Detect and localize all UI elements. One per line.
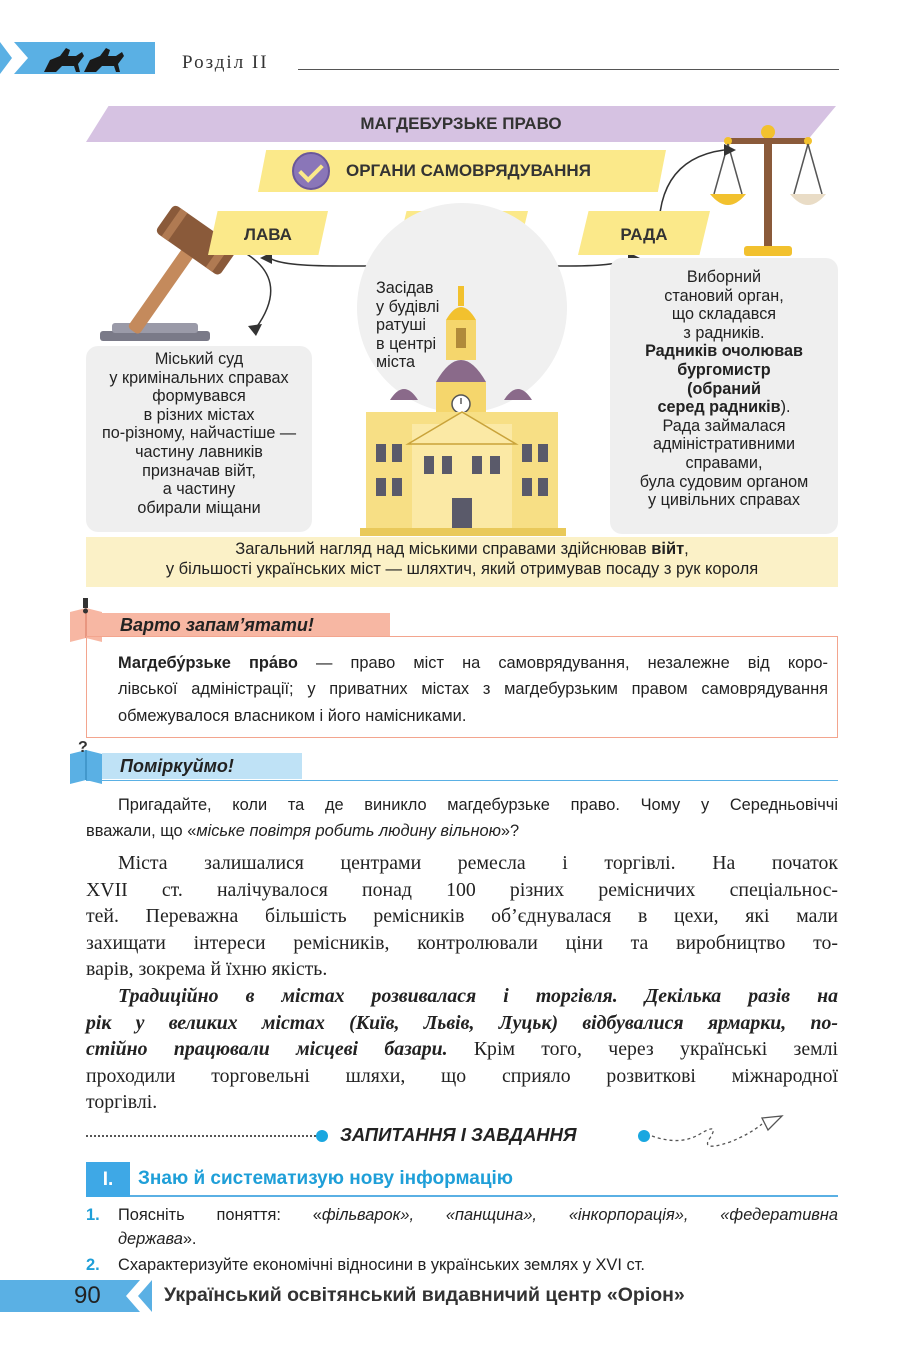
overview-text: Загальний нагляд над міськими справами здійснював війт, у більшості українських міст — шляхтич, який отримував посаду з рук короля [165, 540, 759, 578]
page-number: 90 [74, 1282, 101, 1309]
think-heading: Поміркуймо! [120, 756, 234, 776]
header-rule [298, 69, 839, 70]
questions-dotline-left [86, 1135, 316, 1137]
remember-heading: Варто запам’ятати! [120, 615, 314, 635]
lava-description: Міський суд у кримінальних справах формувався в різних містах по-різному, найчастіше — частину лавників призначав війт, а частину обирали міщани [101, 350, 297, 517]
svg-text:?: ? [78, 740, 88, 756]
questions-title: ЗАПИТАННЯ І ЗАВДАННЯ [340, 1124, 577, 1145]
lava-label: ЛАВА [244, 225, 292, 244]
section-title: Розділ II [182, 52, 269, 73]
horse-riders-icon [44, 48, 124, 72]
paragraph-trade: Традиційно в містах розвивалася і торгівля. Декілька разів на рік у великих містах (Київ, Львів, Луцьк) відбувалися ярмарки, по- стійно працювали місцеві базари. Крім того, через українські землі проходили торговельні шляхи, що сприяло розвиткові міжнародної торгівлі. [86, 985, 838, 1114]
footer-chevron-icon [126, 1280, 152, 1312]
task-1-text: Поясніть поняття: «фільварок», «панщина», «інкорпорація», «федеративна держава». [118, 1206, 838, 1248]
task-2-text: Схарактеризуйте економічні відносини в українських землях у XVI ст. [118, 1256, 645, 1274]
questions-dot-left [316, 1130, 328, 1142]
rada-label: РАДА [620, 225, 668, 244]
think-rule [86, 780, 838, 781]
task-1-number: 1. [86, 1206, 100, 1224]
header-decoration [0, 42, 155, 74]
section-title-know: Знаю й систематизую нову інформацію [138, 1168, 514, 1189]
remember-text: Магдебу́рзьке пра́во — право міст на самоврядування, незалежне від коро- лівської адміністрації; у приватних містах з магдебурзьким правом самоврядування обмежувалося власником і його намісниками. [118, 654, 828, 725]
think-text: Пригадайте, коли та де виникло магдебурзьке право. Чому у Середньовіччі вважали, що «міське повітря робить людину вільною»? [86, 796, 838, 841]
section-number: I. [86, 1162, 130, 1197]
rada-description: Виборний становий орган, що складався з радників. Радників очолював бургомистр (обраний серед радників). Рада займалася адміністративними справами, була судовим органом у цивільних справах [639, 268, 809, 510]
magistrat-description: Засідав у будівлі ратуші в центрі міста [376, 279, 440, 372]
organs-title: ОРГАНИ САМОВРЯДУВАННЯ [346, 161, 591, 180]
questions-dot-right [638, 1130, 650, 1142]
task-2-number: 2. [86, 1256, 100, 1274]
publisher-name: Український освітянський видавничий центр «Оріон» [164, 1284, 685, 1306]
chevron-icon [0, 42, 28, 74]
magdeburg-title: МАГДЕБУРЗЬКЕ ПРАВО [360, 114, 562, 133]
paragraph-crafts: Міста залишалися центрами ремесла і торгівлі. На початок XVII ст. налічувалося понад 100 різних ремісничих спеціальнос- тей. Переважна більшість ремісників об’єднувалася в цехи, які мали захищати інтереси ремісників, контролювали ціни та виробництво то- варів, зокрема й їхню якість. [86, 852, 838, 981]
paper-plane-icon [650, 1112, 786, 1150]
